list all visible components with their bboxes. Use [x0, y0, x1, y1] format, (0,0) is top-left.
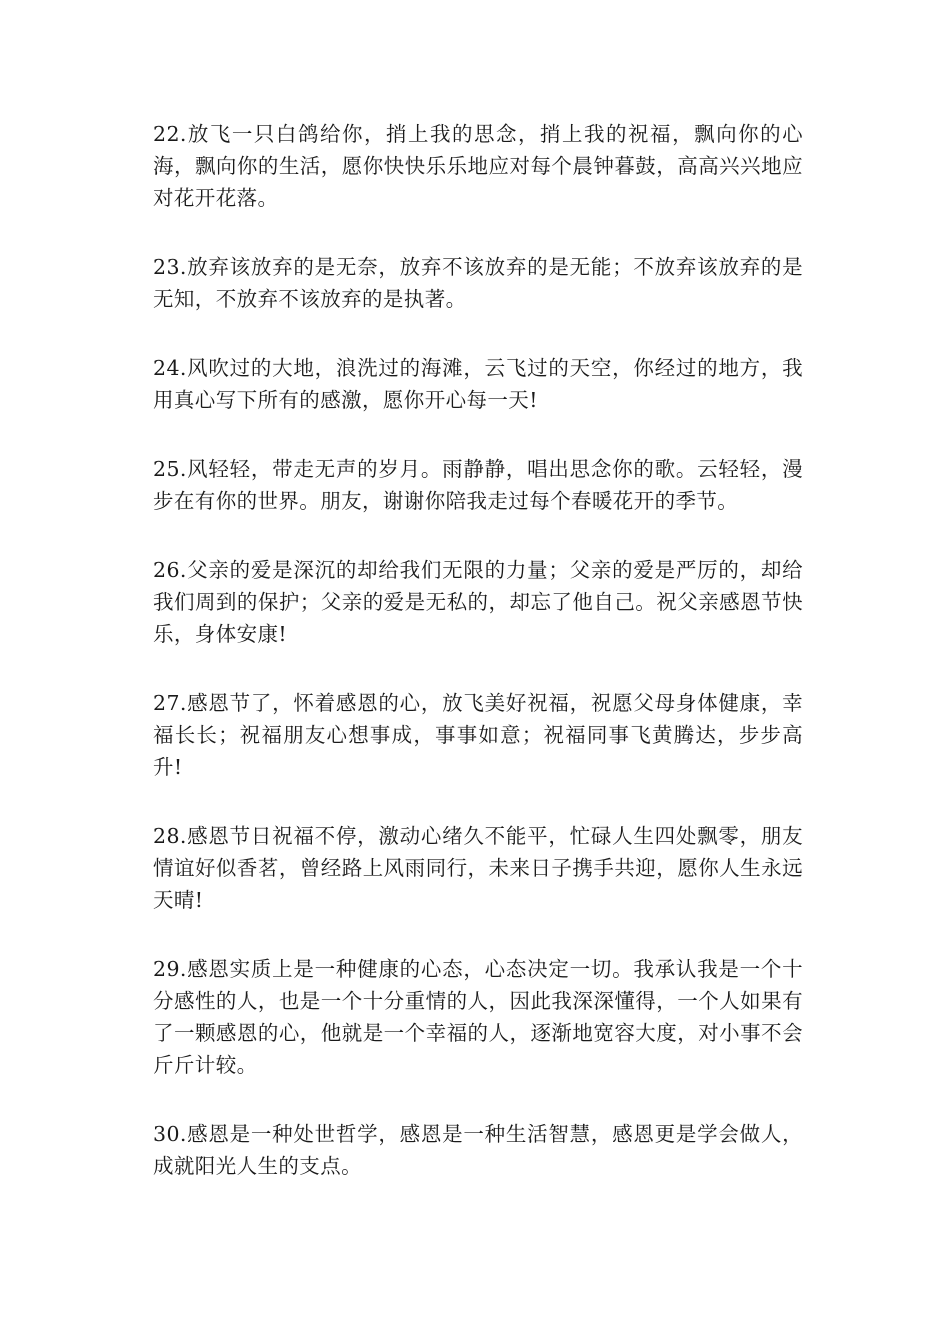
paragraph-29: 29.感恩实质上是一种健康的心态，心态决定一切。我承认我是一个十分感性的人，也是一个十分重情的人，因此我深深懂得，一个人如果有了一颗感恩的心，他就是一个幸福的人，逐渐地宽容大度，对小事不会斤斤计较。 [153, 957, 803, 1077]
paragraph-23: 23.放弃该放弃的是无奈，放弃不该放弃的是无能；不放弃该放弃的是无知，不放弃不该放弃的是执著。 [153, 255, 803, 311]
document-body [153, 118, 803, 1219]
paragraph-28: 28.感恩节日祝福不停，激动心绪久不能平，忙碌人生四处飘零，朋友情谊好似香茗，曾经路上风雨同行，未来日子携手共迎，愿你人生永远天晴! [153, 824, 803, 912]
paragraph-26: 26.父亲的爱是深沉的却给我们无限的力量；父亲的爱是严厉的，却给我们周到的保护；父亲的爱是无私的，却忘了他自己。祝父亲感恩节快乐，身体安康! [153, 558, 803, 646]
paragraph-25: 25.风轻轻，带走无声的岁月。雨静静，唱出思念你的歌。云轻轻，漫步在有你的世界。朋友，谢谢你陪我走过每个春暖花开的季节。 [153, 457, 803, 513]
paragraph-22: 22.放飞一只白鸽给你，捎上我的思念，捎上我的祝福，飘向你的心海，飘向你的生活，愿你快快乐乐地应对每个晨钟暮鼓，高高兴兴地应对花开花落。 [153, 122, 803, 210]
paragraph-27: 27.感恩节了，怀着感恩的心，放飞美好祝福，祝愿父母身体健康，幸福长长；祝福朋友心想事成，事事如意；祝福同事飞黄腾达，步步高升! [153, 691, 803, 779]
paragraph-24: 24.风吹过的大地，浪洗过的海滩，云飞过的天空，你经过的地方，我用真心写下所有的感激，愿你开心每一天! [153, 356, 803, 412]
paragraph-30: 30.感恩是一种处世哲学，感恩是一种生活智慧，感恩更是学会做人，成就阳光人生的支点。 [153, 1122, 803, 1178]
